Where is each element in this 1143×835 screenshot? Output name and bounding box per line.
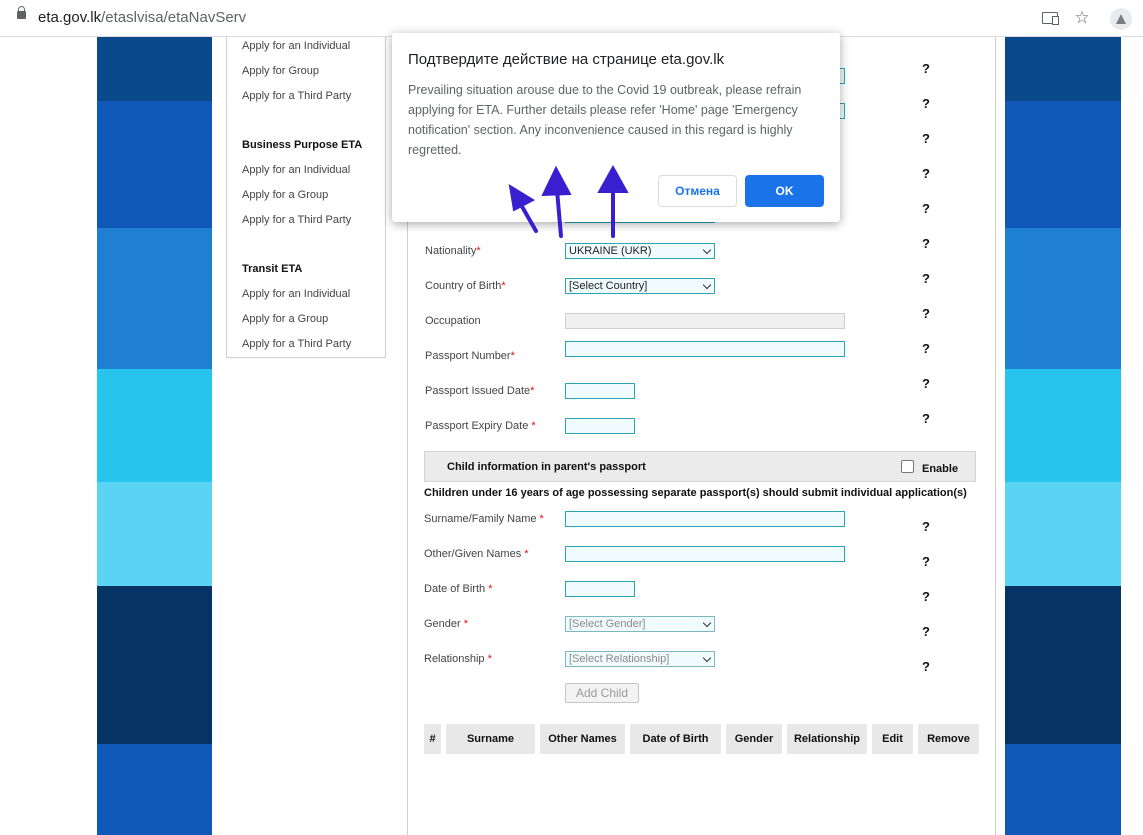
table-header-cell: Gender: [726, 724, 782, 754]
child-surname-label: Surname/Family Name *: [424, 513, 544, 525]
chevron-down-icon: [703, 246, 711, 254]
help-icon[interactable]: ?: [922, 411, 930, 426]
cast-icon[interactable]: [1040, 8, 1060, 28]
table-header-cell: Edit: [872, 724, 913, 754]
sidebar-link-business-third-party[interactable]: Apply for a Third Party: [242, 214, 352, 226]
passport-number-label: Passport Number*: [425, 350, 515, 362]
url-text[interactable]: eta.gov.lk/etaslvisa/etaNavServ: [38, 9, 247, 26]
table-header-cell: Relationship: [787, 724, 867, 754]
eta-sidebar: [226, 37, 386, 358]
country-of-birth-select[interactable]: [Select Country]: [565, 278, 715, 294]
sidebar-heading-business: Business Purpose ETA: [242, 139, 363, 151]
child-note: Children under 16 years of age possessing separate passport(s) should submit individual application(s): [424, 487, 967, 499]
enable-child-checkbox[interactable]: [901, 460, 914, 473]
sidebar-link-business-individual[interactable]: Apply for an Individual: [242, 164, 351, 176]
table-header-cell: Surname: [446, 724, 535, 754]
enable-label[interactable]: Enable: [922, 463, 959, 475]
child-other-names-field[interactable]: [565, 546, 845, 562]
child-relationship-label: Relationship *: [424, 653, 492, 665]
chevron-down-icon: [703, 281, 711, 289]
table-header-cell: Other Names: [540, 724, 625, 754]
child-other-names-label: Other/Given Names *: [424, 548, 529, 560]
child-gender-select[interactable]: [Select Gender]: [565, 616, 715, 632]
help-icon[interactable]: ?: [922, 589, 930, 604]
ok-button[interactable]: OK: [745, 175, 824, 207]
passport-expiry-date-label: Passport Expiry Date *: [425, 420, 536, 432]
table-header-cell: Remove: [918, 724, 979, 754]
child-info-section-header: [424, 451, 976, 482]
dialog-message: Prevailing situation arouse due to the Covid 19 outbreak, please refrain applying for ETA. Further details please refer 'Home' page 'Emergency notification' section. Any inconvenience caused in this regard is highly regretted.: [408, 83, 802, 157]
chevron-down-icon: [703, 654, 711, 662]
dialog-title: Подтвердите действие на странице eta.gov.lk: [408, 51, 725, 68]
help-icon[interactable]: ?: [922, 271, 930, 286]
sidebar-link-group[interactable]: Apply for Group: [242, 65, 320, 77]
help-icon[interactable]: ?: [922, 376, 930, 391]
nationality-select[interactable]: UKRAINE (UKR): [565, 243, 715, 259]
help-icon[interactable]: ?: [922, 131, 930, 146]
cancel-button[interactable]: Отмена: [658, 175, 737, 207]
lock-icon[interactable]: [17, 11, 26, 19]
help-icon[interactable]: ?: [922, 306, 930, 321]
passport-issued-date-label: Passport Issued Date*: [425, 385, 535, 397]
help-icon[interactable]: ?: [922, 96, 930, 111]
child-dob-field[interactable]: [565, 581, 635, 597]
table-header-cell: #: [424, 724, 441, 754]
profile-icon[interactable]: [1110, 8, 1132, 30]
add-child-button[interactable]: Add Child: [565, 683, 639, 703]
help-icon[interactable]: ?: [922, 519, 930, 534]
sidebar-link-transit-individual[interactable]: Apply for an Individual: [242, 288, 351, 300]
child-surname-field[interactable]: [565, 511, 845, 527]
sidebar-link-transit-third-party[interactable]: Apply for a Third Party: [242, 338, 352, 350]
country-of-birth-label: Country of Birth*: [425, 280, 506, 292]
child-relationship-select[interactable]: [Select Relationship]: [565, 651, 715, 667]
nationality-label: Nationality*: [425, 245, 481, 257]
child-info-title: Child information in parent's passport: [447, 461, 646, 473]
sidebar-link-third-party[interactable]: Apply for a Third Party: [242, 90, 352, 102]
help-icon[interactable]: ?: [922, 201, 930, 216]
help-icon[interactable]: ?: [922, 166, 930, 181]
star-icon[interactable]: ☆: [1074, 8, 1090, 27]
passport-expiry-date-field[interactable]: [565, 418, 635, 434]
sidebar-link-business-group[interactable]: Apply for a Group: [242, 189, 329, 201]
occupation-field[interactable]: [565, 313, 845, 329]
sidebar-link-transit-group[interactable]: Apply for a Group: [242, 313, 329, 325]
passport-issued-date-field[interactable]: [565, 383, 635, 399]
help-icon[interactable]: ?: [922, 61, 930, 76]
help-icon[interactable]: ?: [922, 236, 930, 251]
sidebar-link-individual[interactable]: Apply for an Individual: [242, 40, 351, 52]
browser-address-bar[interactable]: [0, 0, 1143, 37]
help-icon[interactable]: ?: [922, 659, 930, 674]
sidebar-heading-transit: Transit ETA: [242, 263, 303, 275]
occupation-label: Occupation: [425, 315, 481, 327]
child-dob-label: Date of Birth *: [424, 583, 493, 595]
passport-number-field[interactable]: [565, 341, 845, 357]
help-icon[interactable]: ?: [922, 341, 930, 356]
confirm-dialog: [392, 33, 840, 222]
help-icon[interactable]: ?: [922, 554, 930, 569]
chevron-down-icon: [703, 619, 711, 627]
help-icon[interactable]: ?: [922, 624, 930, 639]
child-gender-label: Gender *: [424, 618, 469, 630]
table-header-cell: Date of Birth: [630, 724, 721, 754]
